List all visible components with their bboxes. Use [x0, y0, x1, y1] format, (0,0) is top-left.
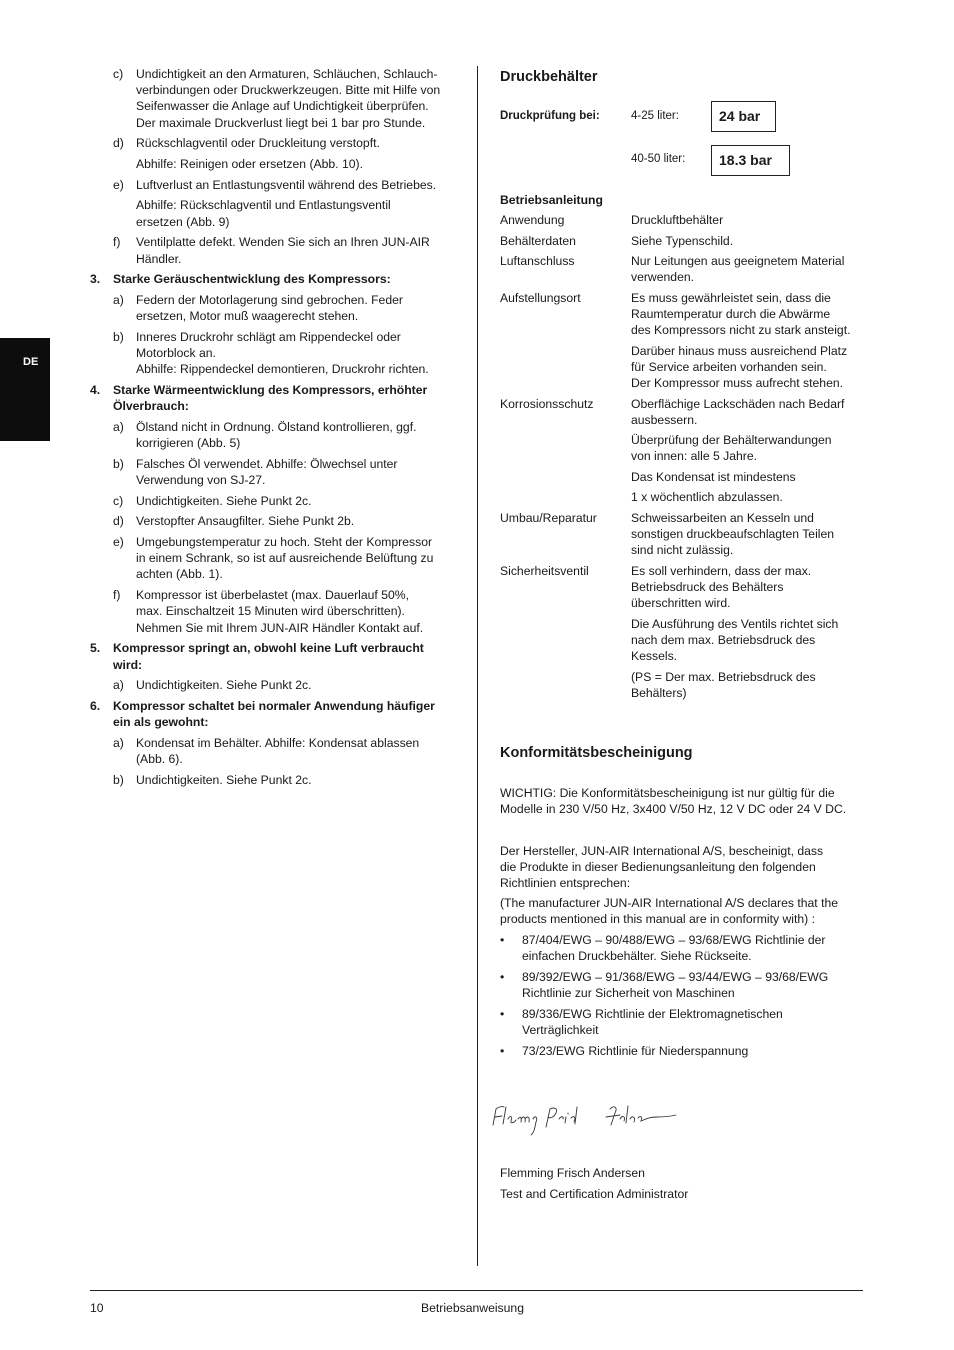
- text-line: max. Einschaltzeit 15 Minuten wird überschritten).: [136, 604, 405, 619]
- sub-list-item: [90, 329, 460, 378]
- footer-title: Betriebsanweisung: [421, 1301, 524, 1315]
- text-line: Kompressor springt an, obwohl keine Luft verbraucht: [113, 641, 424, 656]
- page-number: 10: [90, 1301, 104, 1315]
- sub-list-item: [90, 513, 460, 529]
- list-marker: d): [113, 514, 124, 529]
- text-line: Das Kondensat ist mindestens: [631, 469, 796, 484]
- text-line: Ölverbrauch:: [113, 399, 189, 414]
- text-line: wird:: [113, 657, 143, 672]
- text-line: Verstopfter Ansaugfilter. Siehe Punkt 2b.: [136, 514, 355, 529]
- signature: [490, 1095, 685, 1140]
- text-line: Oberflächige Lackschäden nach Bedarf: [631, 396, 845, 411]
- text-line: (The manufacturer JUN-AIR International A/S declares that the: [500, 896, 839, 910]
- text-line: Schweissarbeiten an Kesseln und: [631, 510, 814, 525]
- instruction-label: Anwendung: [500, 213, 565, 227]
- column-divider: [477, 66, 478, 1266]
- text-line: WICHTIG: Die Konformitätsbescheinigung ist nur gültig für die: [500, 786, 835, 800]
- list-marker: 6.: [90, 698, 101, 713]
- instruction-label: Aufstellungsort: [500, 290, 581, 305]
- text-line: Richtlinie zur Sicherheit von Maschinen: [522, 986, 735, 1001]
- text-line: Verwendung von SJ-27.: [136, 472, 266, 487]
- list-marker: a): [113, 419, 124, 434]
- text-line: nach dem max. Betriebsdruck des: [631, 632, 816, 647]
- directive-list: [500, 932, 866, 1063]
- sub-list-item: [90, 587, 460, 636]
- list-marker: f): [113, 588, 121, 603]
- language-tab-label: DE: [23, 356, 39, 368]
- list-marker: a): [113, 678, 124, 693]
- bullet-icon: •: [500, 1006, 505, 1021]
- instruction-paragraph: [631, 489, 866, 505]
- list-marker: c): [113, 493, 124, 508]
- druckpruefung-label: Druckprüfung bei:: [500, 110, 600, 122]
- numbered-heading: [90, 271, 460, 287]
- sub-list-item: [90, 66, 460, 131]
- instruction-paragraph: [631, 233, 866, 249]
- text-line: Luftverlust an Entlastungsventil während des Betriebes.: [136, 177, 437, 192]
- sub-list-item: [90, 419, 460, 451]
- text-line: Behälters): [631, 685, 687, 700]
- text-line: ersetzen, Motor muß waagerecht stehen.: [136, 309, 359, 324]
- list-marker: c): [113, 67, 124, 81]
- manufacturer-declaration-en: [500, 895, 866, 927]
- text-line: Verträglichkeit: [522, 1023, 599, 1038]
- remedy-text: [90, 156, 460, 172]
- numbered-heading: [90, 640, 460, 672]
- text-line: Nehmen Sie mit Ihrem JUN-AIR Händler Kontakt auf.: [136, 620, 424, 635]
- numbered-heading: [90, 698, 460, 730]
- instruction-label: Behälterdaten: [500, 233, 576, 248]
- text-line: Undichtigkeiten. Siehe Punkt 2c.: [136, 772, 312, 787]
- text-line: die Produkte in dieser Bedienungsanleitung den folgenden: [500, 860, 816, 875]
- range-label-4-25: 4-25 liter:: [631, 110, 679, 122]
- remedy-text: [90, 197, 460, 229]
- text-line: products mentioned in this manual are in conformity with) :: [500, 912, 815, 927]
- text-line: Richtlinien entsprechen:: [500, 876, 631, 891]
- list-marker: e): [113, 535, 124, 550]
- text-line: 1 x wöchentlich abzulassen.: [631, 490, 783, 505]
- text-line: Abhilfe: Rückschlagventil und Entlastungsventil: [136, 198, 391, 213]
- text-line: Darüber hinaus muss ausreichend Platz: [631, 343, 848, 358]
- troubleshooting-list: [90, 66, 460, 792]
- text-line: sonstigen druckbeaufschlagten Teilen: [631, 527, 835, 542]
- text-line: ein als gewohnt:: [113, 715, 209, 730]
- text-line: korrigieren (Abb. 5): [136, 436, 241, 451]
- list-marker: 3.: [90, 272, 101, 287]
- instruction-value: [631, 233, 866, 254]
- text-line: Kessels.: [631, 649, 678, 664]
- text-line: Der Hersteller, JUN-AIR International A/S, bescheinigt, dass: [500, 844, 824, 858]
- list-marker: a): [113, 292, 124, 307]
- list-marker: d): [113, 136, 124, 151]
- text-line: Falsches Öl verwendet. Abhilfe: Ölwechsel unter: [136, 456, 398, 471]
- handwritten-signature-icon: [490, 1095, 685, 1140]
- instruction-paragraph: [631, 212, 866, 228]
- pressure-value-box: 24 bar: [711, 101, 776, 132]
- pressure-value-box: 18.3 bar: [711, 145, 790, 176]
- sub-list-item: [90, 177, 460, 193]
- footer-rule: [90, 1290, 863, 1291]
- text-line: des Kompressors nicht zu stark ansteigt.: [631, 323, 851, 338]
- text-line: für Service arbeiten vorhanden sein.: [631, 359, 827, 374]
- instruction-label: Korrosionsschutz: [500, 396, 594, 411]
- instruction-paragraph: [631, 253, 866, 285]
- text-line: Kondensat im Behälter. Abhilfe: Kondensat ablassen: [136, 735, 420, 750]
- list-marker: a): [113, 735, 124, 750]
- text-line: Raumtemperatur durch die Abwärme: [631, 306, 831, 321]
- text-line: 89/392/EWG – 91/368/EWG – 93/44/EWG – 93/68/EWG: [522, 969, 829, 984]
- text-line: 73/23/EWG Richtlinie für Niederspannung: [522, 1043, 749, 1058]
- text-line: Es muss gewährleistet sein, dass die: [631, 290, 831, 305]
- text-line: Der Kompressor muss aufrecht stehen.: [631, 376, 844, 391]
- text-line: Inneres Druckrohr schlägt am Rippendeckel oder: [136, 329, 401, 344]
- directive-item: [500, 1006, 866, 1038]
- manufacturer-declaration-de: [500, 843, 866, 892]
- directive-item: [500, 932, 866, 964]
- text-line: 87/404/EWG – 90/488/EWG – 93/68/EWG Richtlinie der: [522, 933, 826, 947]
- text-line: Umgebungstemperatur zu hoch. Steht der Kompressor: [136, 535, 433, 550]
- text-line: ersetzen (Abb. 9): [136, 214, 230, 229]
- instruction-paragraph: [631, 563, 866, 612]
- instruction-row: [500, 563, 866, 706]
- list-marker: b): [113, 772, 124, 787]
- range-label-40-50: 40-50 liter:: [631, 153, 686, 165]
- text-line: (PS = Der max. Betriebsdruck des: [631, 669, 816, 684]
- text-line: überschritten wird.: [631, 596, 731, 611]
- signer-title: Test and Certification Administrator: [500, 1187, 689, 1201]
- sub-list-item: [90, 735, 460, 767]
- instruction-paragraph: [631, 469, 866, 485]
- language-tab: [0, 338, 50, 441]
- sub-list-item: [90, 772, 460, 788]
- text-line: Abhilfe: Rippendeckel demontieren, Druckrohr richten.: [136, 362, 429, 377]
- text-line: Ventilplatte defekt. Wenden Sie sich an Ihren JUN-AIR: [136, 235, 430, 250]
- instruction-row: [500, 396, 866, 510]
- instruction-row: [500, 290, 866, 396]
- sub-list-item: [90, 493, 460, 509]
- instruction-value: [631, 290, 866, 396]
- text-line: einfachen Druckbehälter. Siehe Rückseite.: [522, 949, 752, 964]
- instruction-row: [500, 510, 866, 563]
- instruction-value: [631, 563, 866, 706]
- instruction-label: Luftanschluss: [500, 254, 575, 268]
- list-marker: 4.: [90, 382, 101, 397]
- text-line: Undichtigkeiten. Siehe Punkt 2c.: [136, 493, 312, 508]
- text-line: Betriebsdruck des Behälters: [631, 580, 784, 595]
- text-line: 89/336/EWG Richtlinie der Elektromagnetischen: [522, 1006, 783, 1021]
- instruction-paragraph: [631, 510, 866, 559]
- text-line: Der maximale Druckverlust liegt bei 1 bar pro Stunde.: [136, 115, 426, 130]
- bullet-icon: •: [500, 969, 505, 984]
- text-line: in einem Schrank, so ist auf ausreichende Belüftung zu: [136, 551, 434, 566]
- instruction-value: [631, 253, 866, 290]
- signer-name: Flemming Frisch Andersen: [500, 1166, 645, 1180]
- text-line: achten (Abb. 1).: [136, 567, 223, 582]
- text-line: Die Ausführung des Ventils richtet sich: [631, 616, 839, 631]
- list-marker: 5.: [90, 641, 101, 656]
- list-marker: b): [113, 329, 124, 344]
- directive-item: [500, 1043, 866, 1059]
- sub-list-item: [90, 534, 460, 583]
- sub-list-item: [90, 677, 460, 693]
- bullet-icon: •: [500, 933, 505, 947]
- instruction-row: [500, 253, 866, 290]
- text-line: Kompressor ist überbelastet (max. Dauerlauf 50%,: [136, 588, 409, 603]
- text-line: sind nicht zulässig.: [631, 543, 734, 558]
- text-line: Druckluftbehälter: [631, 213, 724, 227]
- text-line: Seifenwasser die Anlage auf Undichtigkeit überprüfen.: [136, 99, 429, 114]
- wichtig-note: [500, 785, 866, 817]
- instruction-paragraph: [631, 396, 866, 428]
- list-marker: f): [113, 235, 121, 250]
- text-line: verwenden.: [631, 270, 695, 285]
- text-line: Motorblock an.: [136, 346, 216, 361]
- text-line: Modelle in 230 V/50 Hz, 3x400 V/50 Hz, 12 V DC oder 24 V DC.: [500, 802, 847, 817]
- instruction-paragraph: [631, 616, 866, 665]
- instruction-label: Sicherheitsventil: [500, 563, 589, 578]
- text-line: Siehe Typenschild.: [631, 233, 734, 248]
- text-line: Ölstand nicht in Ordnung. Ölstand kontrollieren, ggf.: [136, 419, 417, 434]
- list-marker: e): [113, 177, 124, 192]
- text-line: Kompressor schaltet bei normaler Anwendung häufiger: [113, 698, 435, 713]
- operating-instructions-table: [500, 212, 866, 705]
- text-line: Überprüfung der Behälterwandungen: [631, 433, 832, 448]
- text-line: Undichtigkeiten. Siehe Punkt 2c.: [136, 678, 312, 693]
- directive-item: [500, 969, 866, 1001]
- sub-list-item: [90, 234, 460, 266]
- text-line: verbindungen oder Druckwerkzeugen. Bitte mit Hilfe von: [136, 83, 441, 98]
- list-marker: b): [113, 456, 124, 471]
- text-line: ausbessern.: [631, 412, 698, 427]
- text-line: Starke Wärmeentwicklung des Kompressors, erhöhter: [113, 382, 428, 397]
- betriebsanleitung-title: Betriebsanleitung: [500, 193, 603, 207]
- text-line: Federn der Motorlagerung sind gebrochen. Feder: [136, 292, 403, 307]
- text-line: Händler.: [136, 251, 182, 266]
- instruction-row: [500, 212, 866, 233]
- bullet-icon: •: [500, 1043, 505, 1058]
- section-title-druckbehaelter: Druckbehälter: [500, 69, 598, 85]
- sub-list-item: [90, 135, 460, 151]
- instruction-value: [631, 396, 866, 510]
- instruction-paragraph: [631, 669, 866, 701]
- text-line: Es soll verhindern, dass der max.: [631, 563, 812, 578]
- sub-list-item: [90, 292, 460, 324]
- text-line: (Abb. 6).: [136, 752, 183, 767]
- instruction-paragraph: [631, 343, 866, 392]
- instruction-paragraph: [631, 432, 866, 464]
- text-line: Starke Geräuschentwicklung des Kompressors:: [113, 272, 391, 287]
- text-line: Abhilfe: Reinigen oder ersetzen (Abb. 10).: [136, 157, 363, 172]
- instruction-paragraph: [631, 290, 866, 339]
- text-line: Nur Leitungen aus geeignetem Material: [631, 254, 845, 268]
- instruction-value: [631, 510, 866, 563]
- text-line: Rückschlagventil oder Druckleitung verstopft.: [136, 136, 380, 151]
- instruction-value: [631, 212, 866, 233]
- numbered-heading: [90, 382, 460, 414]
- instruction-row: [500, 233, 866, 254]
- instruction-label: Umbau/Reparatur: [500, 510, 597, 525]
- sub-list-item: [90, 456, 460, 488]
- section-title-konformitaet: Konformitätsbescheinigung: [500, 745, 693, 761]
- text-line: Undichtigkeit an den Armaturen, Schläuchen, Schlauch-: [136, 67, 438, 81]
- text-line: von innen: alle 5 Jahre.: [631, 449, 758, 464]
